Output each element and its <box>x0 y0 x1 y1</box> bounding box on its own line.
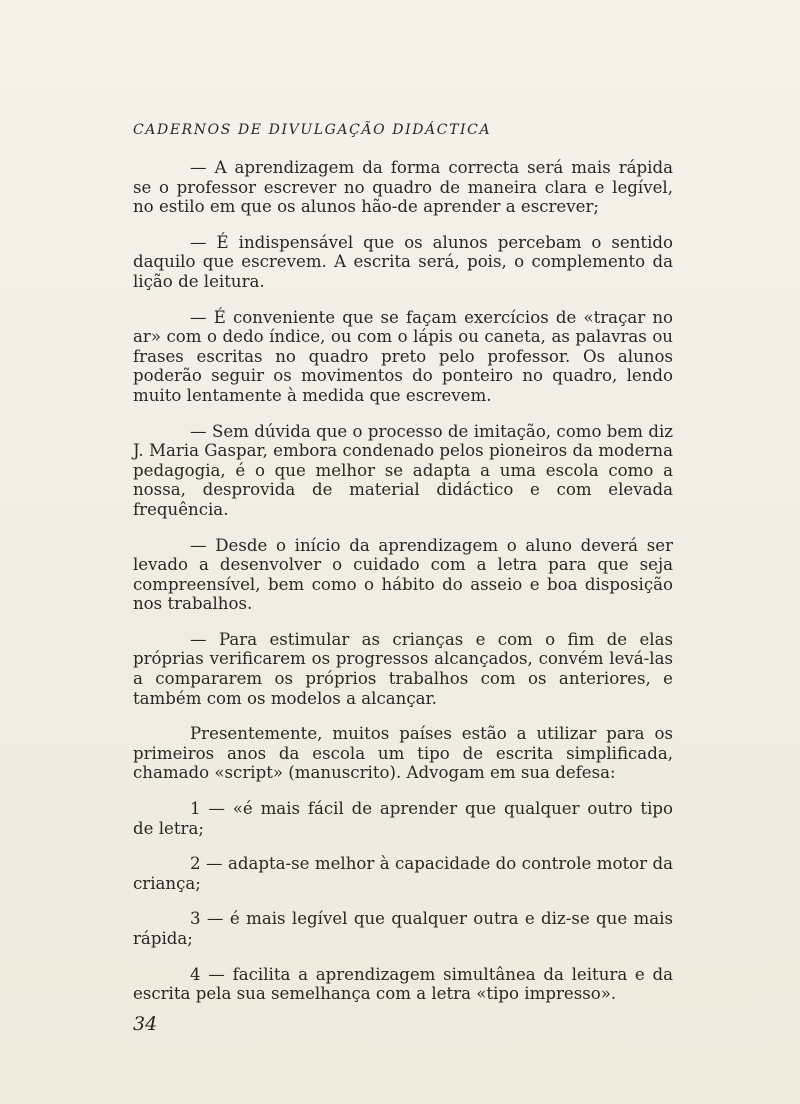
paragraph: — É indispensável que os alunos percebam o sentido daquilo que escrevem. A escrita será, pois, o complemento da lição de leitura. <box>133 232 673 291</box>
list-item: 2 — adapta-se melhor à capacidade do controle motor da criança; <box>133 854 673 893</box>
paragraph: — A aprendizagem da forma correcta será mais rápida se o professor escrever no quadro de maneira clara e legível, no estilo em que os alunos hão-de aprender a escrever; <box>133 158 673 217</box>
body-text <box>133 158 673 1020</box>
running-header: CADERNOS DE DIVULGAÇÃO DIDÁCTICA <box>133 122 492 138</box>
list-item: 4 — facilita a aprendizagem simultânea da leitura e da escrita pela sua semelhança com a letra «tipo impresso». <box>133 964 673 1004</box>
list-item: 3 — é mais legível que qualquer outra e diz-se que mais rápida; <box>133 909 673 948</box>
paragraph: — Desde o início da aprendizagem o aluno deverá ser levado a desenvolver o cuidado com a letra para que seja compreensível, bem como o hábito do asseio e boa disposição nos trabalhos. <box>133 535 673 614</box>
page-number: 34 <box>133 1013 158 1035</box>
paragraph: Presentemente, muitos países estão a utilizar para os primeiros anos da escola um tipo de escrita simplificada, chamado «script» (manuscrito). Advogam em sua defesa: <box>133 724 673 783</box>
paragraph: — É conveniente que se façam exercícios de «traçar no ar» com o dedo índice, ou com o lápis ou caneta, as palavras ou frases escritas no quadro preto pelo professor. Os alunos poderão seguir os movimentos do ponteiro no quadro, lendo muito lentamente à medida que escrevem. <box>133 307 673 405</box>
paragraph: — Sem dúvida que o processo de imitação, como bem diz J. Maria Gaspar, embora condenado pelos pioneiros da moderna pedagogia, é o que melhor se adapta a uma escola como a nossa, desprovida de material didáctico e com elevada frequência. <box>133 421 673 519</box>
list-item: 1 — «é mais fácil de aprender que qualquer outro tipo de letra; <box>133 799 673 838</box>
paragraph: — Para estimular as crianças e com o fim de elas próprias verificarem os progressos alcançados, convém levá-las a compararem os próprios trabalhos com os anteriores, e também com os modelos a alcançar. <box>133 629 673 708</box>
